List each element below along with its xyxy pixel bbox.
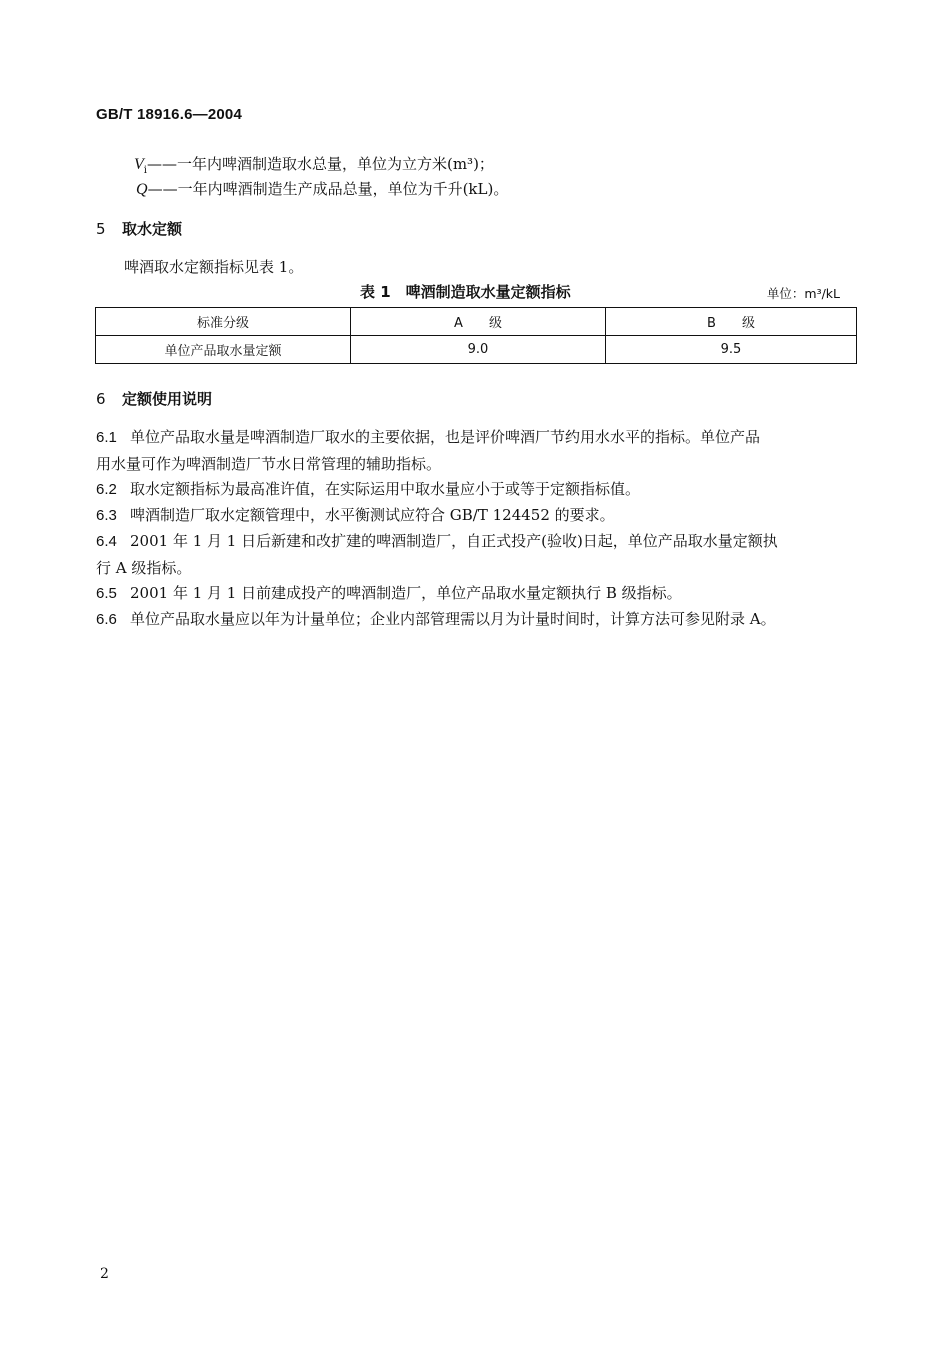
section-6-heading	[96, 388, 212, 409]
document-number: GB/T 18916.6—2004	[96, 106, 242, 123]
variable-q	[136, 178, 508, 199]
clause-6-3	[96, 502, 858, 529]
header-cell-a: A 级	[351, 308, 606, 336]
clause-text: 啤酒制造厂取水定额管理中，水平衡测试应符合 GB/T 124452 的要求。	[130, 506, 615, 524]
variable-subscript: i	[143, 165, 147, 176]
header-cell-b: B 级	[606, 308, 857, 336]
table-unit: 单位：m³/kL	[766, 286, 840, 301]
section-title: 取水定额	[122, 220, 183, 238]
variable-description: ——一年内啤酒制造取水总量，单位为立方米(m³)；	[146, 155, 494, 173]
section-5-heading	[96, 218, 182, 239]
clause-text: 单位产品取水量应以年为计量单位；企业内部管理需以月为计量时间时，计算方法可参见附录 A。	[130, 610, 776, 628]
section-title: 定额使用说明	[122, 390, 213, 408]
clause-text: 2001 年 1 月 1 日前建成投产的啤酒制造厂，单位产品取水量定额执行 B 级指标。	[130, 584, 682, 602]
clause-text: 取水定额指标为最高准许值，在实际运用中取水量应小于或等于定额指标值。	[130, 480, 641, 498]
variable-description: ——一年内啤酒制造生产成品总量，单位为千升(kL)。	[147, 180, 509, 198]
clause-number: 6.3	[96, 507, 117, 524]
row-label: 单位产品取水量定额	[96, 336, 351, 364]
clause-number: 6.5	[96, 585, 117, 602]
variable-vi	[134, 153, 494, 176]
value-b: 9.5	[606, 336, 857, 364]
quota-table	[95, 307, 857, 364]
clause-number: 6.6	[96, 611, 117, 628]
clause-number: 6.4	[96, 533, 117, 550]
clause-text: 2001 年 1 月 1 日后新建和改扩建的啤酒制造厂，自正式投产(验收)日起，单位产品取水量定额执	[130, 532, 778, 550]
section-5-intro: 啤酒取水定额指标见表 1。	[124, 258, 304, 276]
page-number: 2	[100, 1266, 109, 1282]
value-a: 9.0	[351, 336, 606, 364]
clause-text: 单位产品取水量是啤酒制造厂取水的主要依据，也是评价啤酒厂节约用水水平的指标。单位产品	[130, 428, 761, 446]
clause-text-continuation: 行 A 级指标。	[96, 559, 192, 577]
clause-number: 6.1	[96, 429, 117, 446]
clause-6-4	[96, 528, 858, 581]
section-number: 6	[96, 390, 106, 408]
variable-symbol: V	[134, 156, 144, 173]
clause-6-2	[96, 476, 858, 503]
clause-6-6	[96, 606, 858, 633]
clause-6-1	[96, 424, 858, 477]
header-cell-grade: 标准分级	[96, 308, 351, 336]
section-number: 5	[96, 220, 106, 238]
clause-number: 6.2	[96, 481, 117, 498]
variable-symbol: Q	[136, 181, 148, 198]
table-caption: 表 1 啤酒制造取水量定额指标	[360, 283, 571, 301]
table-header-row	[96, 308, 857, 336]
clause-text-continuation: 用水量可作为啤酒制造厂节水日常管理的辅助指标。	[96, 455, 442, 473]
table-row	[96, 336, 857, 364]
clause-6-5	[96, 580, 858, 607]
